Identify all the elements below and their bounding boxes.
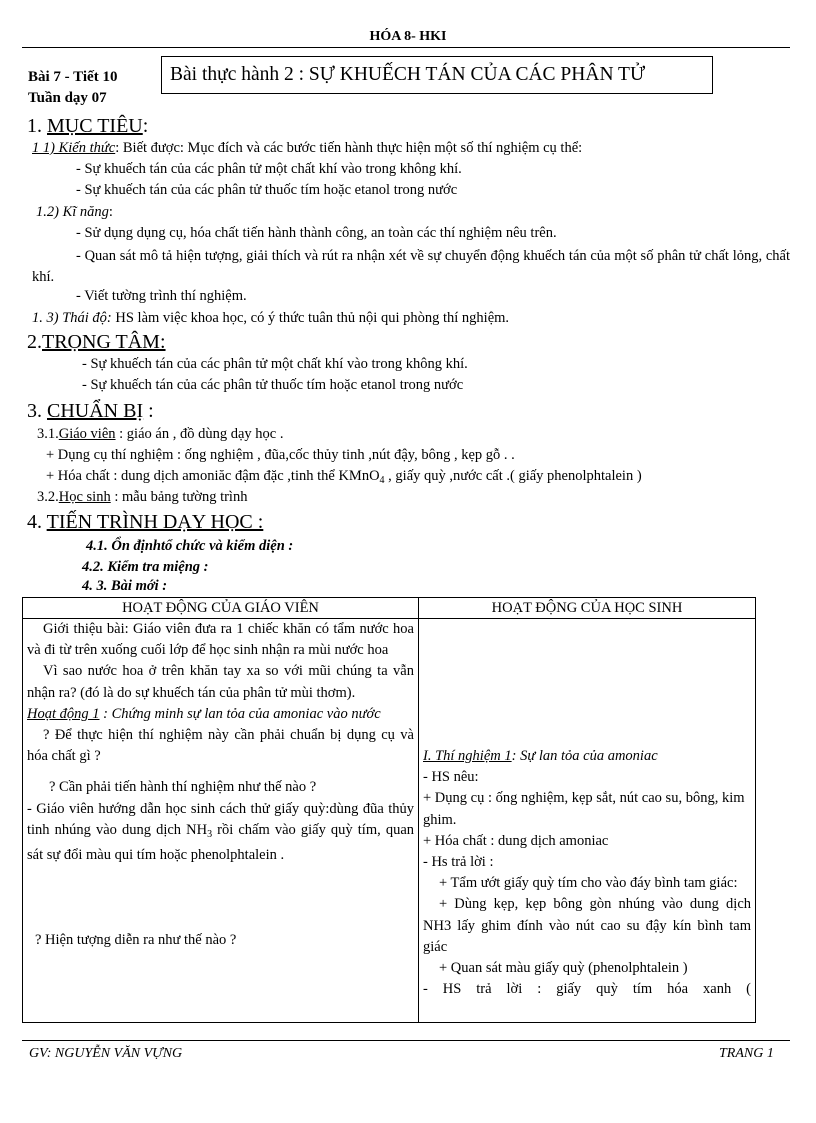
lesson-week: Tuần dạy 07 [28, 90, 107, 106]
footer-rule [22, 1040, 790, 1041]
student-line-1: - HS nêu: [423, 769, 479, 786]
knowledge-item-1: - Sự khuếch tán của các phân tử một chất khí vào trong không khí. [76, 161, 462, 177]
student-line-2: + Dụng cụ : ống nghiệm, kẹp sắt, nút cao su, bông, kim ghim. [423, 790, 745, 828]
section-1-heading: 1. MỤC TIÊU: [27, 115, 149, 137]
table-header-row [23, 598, 756, 619]
page-header-title: HÓA 8- HKI [369, 29, 447, 44]
teacher-guide: - Giáo viên hướng dẫn học sinh cách thử giấy quỳ:dùng đũa thủy tinh nhúng vào dung dịch $NH_3$ rồi chấm vào giấy quỳ tím, quan sát sự đổi màu qui tím hoặc phenolphtalein . [27, 800, 414, 864]
prep-student: 3.2.Học sinh : mẫu bảng tường trình [37, 489, 248, 505]
student-activity-cell [419, 619, 756, 1023]
lesson-title-box: Bài thực hành 2 : SỰ KHUẾCH TÁN CỦA CÁC PHÂN TỬ [161, 56, 713, 94]
attitude-line: 1. 3) Thái độ: HS làm việc khoa học, có ý thức tuân thủ nội qui phòng thí nghiệm. [32, 310, 510, 326]
section-3-heading: 3. CHUẨN BỊ : [27, 400, 154, 422]
student-line-7: + Quan sát màu giấy quỳ (phenolphtalein ) [439, 960, 688, 977]
step-4-3: 4. 3. Bài mới : [82, 578, 168, 594]
skill-item-1: - Sử dụng dụng cụ, hóa chất tiến hành thành công, an toàn các thí nghiệm nêu trên. [76, 225, 557, 241]
prep-teacher: 3.1.Giáo viên : giáo án , đồ dùng dạy học . [37, 426, 284, 442]
prep-chemicals: + Hóa chất : dung dịch amoniăc đậm đặc ,tinh thể KMnO$_4$ , giấy quỳ ,nước cất .( giấy phenolphtalein ) [46, 468, 642, 486]
table-row [23, 619, 756, 1023]
section-4-heading: 4. TIẾN TRÌNH DẠY HỌC : [27, 511, 264, 533]
student-column-header: HOẠT ĐỘNG CỦA HỌC SINH [419, 598, 756, 619]
activity-table [22, 597, 756, 1023]
skill-item-3: - Viết tường trình thí nghiệm. [76, 288, 247, 304]
experiment-1-title: I. Thí nghiệm 1: Sự lan tỏa của amoniac [423, 748, 658, 764]
knowledge-line: 1 1) Kiến thức: Biết được: Mục đích và các bước tiến hành thực hiện một số thí nghiệm cụ thể: [32, 140, 583, 156]
student-line-3: + Hóa chất : dung dịch amoniac [423, 832, 609, 849]
teacher-why: Vì sao nước hoa ở trên khăn tay xa so với mũi chúng ta vẫn nhận ra? (đó là do sự khuếch tán của phân tử mùi thơm). [27, 663, 414, 701]
focus-item-1: - Sự khuếch tán của các phân tử một chất khí vào trong không khí. [82, 356, 468, 372]
student-line-6: + Dùng kẹp, kẹp bông gòn nhúng vào dung dịch NH3 lấy ghim đính vào nút cao su đậy kín bình tam giác [423, 896, 751, 955]
teacher-activity-cell [23, 619, 419, 1023]
knowledge-item-2: - Sự khuếch tán của các phân tử thuốc tím hoặc etanol trong nước [76, 182, 458, 198]
teacher-question-1: ? Để thực hiện thí nghiệm này cần phải chuẩn bị dụng cụ và hóa chất gì ? [27, 727, 414, 765]
teacher-column-header: HOẠT ĐỘNG CỦA GIÁO VIÊN [23, 598, 419, 619]
skill-item-2: - Quan sát mô tả hiện tượng, giải thích và rút ra nhận xét về sự chuyển động khuếch tán của một số phân tử chất lỏng, chất khí. [32, 248, 790, 285]
student-line-8: - HS trả lời : giấy quỳ tím hóa xanh ( [423, 981, 751, 998]
footer-page-number: TRANG 1 [719, 1046, 774, 1061]
lesson-number: Bài 7 - Tiết 10 [28, 69, 118, 85]
step-4-1: 4.1. Ổn địnhtổ chức và kiểm diện : [86, 538, 294, 554]
student-line-4: - Hs trả lời : [423, 854, 494, 871]
teacher-intro: Giới thiệu bài: Giáo viên đưa ra 1 chiếc khăn có tẩm nước hoa và đi từ trên xuống cuối lớp để học sinh nhận ra mùi nước hoa [27, 621, 414, 659]
header-rule [22, 47, 790, 48]
teacher-question-2: ? Cần phải tiến hành thí nghiệm như thế nào ? [49, 779, 317, 796]
activity-1-title: Hoạt động 1 : Chứng minh sự lan tỏa của amoniac vào nước [27, 705, 381, 722]
step-4-2: 4.2. Kiểm tra miệng : [82, 559, 209, 575]
focus-item-2: - Sự khuếch tán của các phân tử thuốc tím hoặc etanol trong nước [82, 377, 464, 393]
student-line-5: + Tẩm ướt giấy quỳ tím cho vào đáy bình tam giác: [439, 875, 738, 892]
teacher-question-3: ? Hiện tượng diễn ra như thế nào ? [35, 932, 237, 949]
footer-teacher: GV: NGUYỄN VĂN VỰNG [29, 1046, 183, 1061]
prep-tools: + Dụng cụ thí nghiệm : ống nghiệm , đũa,cốc thủy tinh ,nút đậy, bông , kẹp gỗ . . [46, 447, 515, 463]
section-2-heading: 2.TRỌNG TÂM: [27, 331, 166, 353]
skill-line: 1.2) Kĩ năng: [36, 204, 113, 220]
